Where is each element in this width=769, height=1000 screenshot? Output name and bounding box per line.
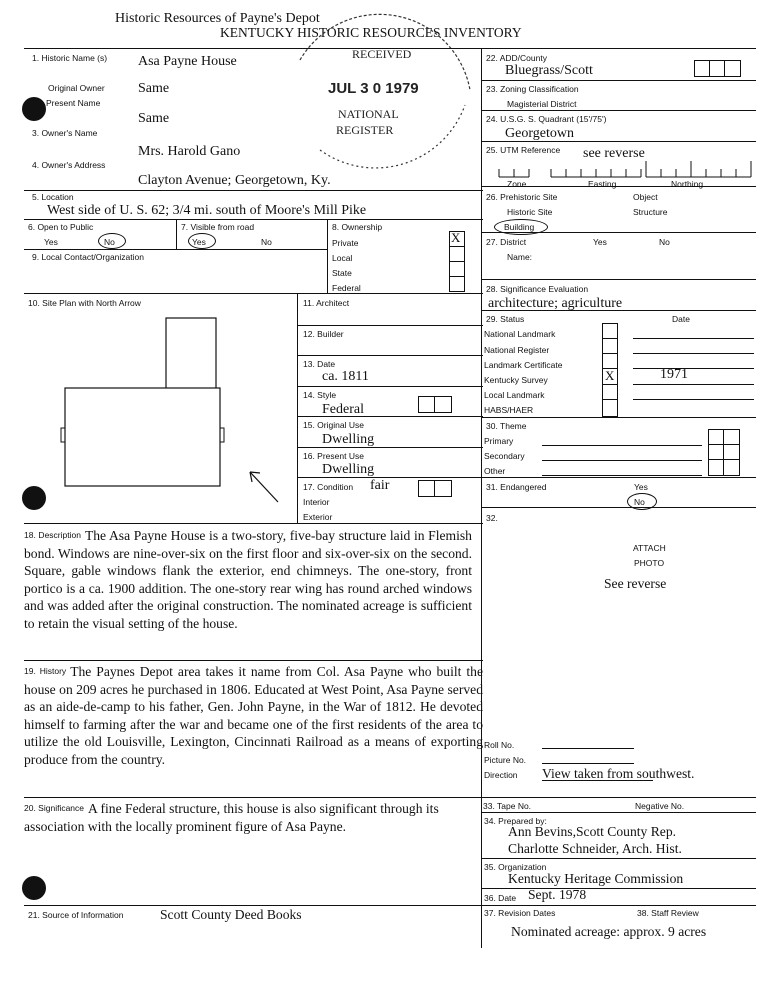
negative-label: Negative No. (635, 801, 685, 811)
direction-value: View taken from southwest. (542, 766, 695, 781)
utm-easting: Easting (588, 179, 617, 189)
original-owner-label: Original Owner (48, 83, 105, 93)
district-label: 27. District (486, 237, 527, 247)
ownership-private: Private (332, 238, 359, 248)
zoning-label: 23. Zoning Classification (486, 84, 579, 94)
prepared-line-1: Ann Bevins,Scott County Rep. (508, 824, 677, 839)
significance-label: 20. Significance (24, 803, 85, 813)
present-name-value: Same (138, 111, 170, 126)
theme-grid (708, 429, 740, 476)
utm-value: see reverse (583, 146, 645, 161)
original-use-value: Dwelling (322, 432, 375, 447)
local-contact-label: 9. Local Contact/Organization (32, 252, 144, 262)
add-county-value: Bluegrass/Scott (505, 63, 593, 78)
utm-label: 25. UTM Reference (486, 145, 561, 155)
direction-label: Direction (484, 770, 518, 780)
object-label: Object (633, 192, 658, 202)
attach-label: ATTACH (633, 543, 666, 553)
stamp-received: RECEIVED (352, 47, 412, 61)
status-national-landmark: National Landmark (484, 329, 556, 339)
photo-section-label: 32. (486, 513, 498, 523)
visible-no: No (261, 237, 272, 247)
picture-label: Picture No. (484, 755, 527, 765)
present-use-value: Dwelling (322, 462, 375, 477)
history-label: 19. History (24, 666, 67, 676)
architect-label: 11. Architect (303, 298, 350, 308)
source-label: 21. Source of Information (28, 910, 124, 920)
visible-yes: Yes (192, 237, 206, 247)
status-kentucky-survey: Kentucky Survey (484, 375, 548, 385)
history-section (24, 663, 483, 769)
magisterial-label: Magisterial District (507, 99, 577, 109)
description-text: The Asa Payne House is a two-story, five-bay structure laid in Flemish bond. Windows are nine-over-six on the first floor and six-over-six on the second. Square, gable windows flank the exterior, end chimneys. The one-story, front portico is a ca. 1900 addition. The one-story rear wing has round arched windows and was added after the original construction. The nominated acreage is sufficient to retain the visual setting of the house. (24, 528, 472, 631)
status-habs: HABS/HAER (484, 405, 534, 415)
stamp-register: REGISTER (336, 123, 394, 137)
significance-eval-value: architecture; agriculture (488, 296, 623, 311)
history-text: The Paynes Depot area takes it name from Col. Asa Payne who built the house on 209 acres he purchased in 1806. Educated at West Point, Asa Payne served as an aide-de-camp to his father, Gen. John Payne, in the War of 1812. He devoted himself to farming after the war and became one of the first residents of the area to utilize the old Louisville, Lexington, Cincinnati Railroad as a means of exporting produce from the country. (24, 664, 483, 767)
historic-site-label: Historic Site (507, 207, 553, 217)
project-title: Historic Resources of Payne's Depot (115, 11, 320, 26)
district-yes: Yes (593, 237, 607, 247)
structure-label: Structure (633, 207, 668, 217)
district-name-label: Name: (507, 252, 533, 262)
ownership-state: State (332, 268, 352, 278)
owners-address-value: Clayton Avenue; Georgetown, Ky. (138, 173, 331, 188)
staff-review-label: 38. Staff Review (637, 908, 699, 918)
ownership-local: Local (332, 253, 353, 263)
theme-primary: Primary (484, 436, 514, 446)
utm-northing: Northing (671, 179, 704, 189)
owners-name-label: 3. Owner's Name (32, 128, 98, 138)
present-name-label: Present Name (46, 98, 101, 108)
ownership-private-mark: X (451, 230, 461, 245)
theme-label: 30. Theme (486, 421, 527, 431)
status-label: 29. Status (486, 314, 525, 324)
add-county-boxes (694, 60, 741, 77)
source-value: Scott County Deed Books (160, 907, 302, 922)
status-national-register: National Register (484, 345, 550, 355)
site-plan-label: 10. Site Plan with North Arrow (28, 298, 141, 308)
building-label: Building (504, 222, 535, 232)
status-date-label: Date (672, 314, 690, 324)
present-use-label: 16. Present Use (303, 451, 364, 461)
open-to-public-label: 6. Open to Public (28, 222, 94, 232)
status-kentucky-mark: X (605, 368, 615, 383)
stamp-national: NATIONAL (338, 107, 399, 121)
date-label: 13. Date (303, 359, 336, 369)
condition-boxes (418, 480, 452, 497)
nominated-acreage: Nominated acreage: approx. 9 acres (511, 924, 707, 939)
condition-exterior: Exterior (303, 512, 333, 522)
usgs-label: 24. U.S.G. S. Quadrant (15'/75') (486, 114, 607, 124)
ownership-label: 8. Ownership (332, 222, 383, 232)
organization-label: 35. Organization (484, 862, 547, 872)
open-yes: Yes (44, 237, 58, 247)
revision-label: 37. Revision Dates (484, 908, 556, 918)
owners-address-label: 4. Owner's Address (32, 160, 106, 170)
description-label: 18. Description (24, 530, 81, 540)
endangered-yes: Yes (634, 482, 648, 492)
condition-interior: Interior (303, 497, 330, 507)
visible-label: 7. Visible from road (181, 222, 255, 232)
significance-text: A fine Federal structure, this house is also significant through its association with the locally prominent figure of Asa Payne. (24, 801, 439, 834)
status-landmark-cert: Landmark Certificate (484, 360, 563, 370)
photo-label: PHOTO (634, 558, 665, 568)
theme-secondary: Secondary (484, 451, 525, 461)
prepared-label: 34. Prepared by: (484, 816, 547, 826)
utm-zone: Zone (507, 179, 527, 189)
roll-label: Roll No. (484, 740, 515, 750)
condition-value: fair (370, 478, 390, 493)
ownership-federal: Federal (332, 283, 361, 293)
site-plan-drawing (40, 310, 300, 520)
endangered-label: 31. Endangered (486, 482, 547, 492)
builder-label: 12. Builder (303, 329, 344, 339)
condition-label: 17. Condition (303, 482, 354, 492)
prepared-line-2: Charlotte Schneider, Arch. Hist. (508, 841, 682, 856)
organization-value: Kentucky Heritage Commission (508, 871, 684, 886)
description-section (24, 527, 472, 633)
status-local-landmark: Local Landmark (484, 390, 545, 400)
date-value: ca. 1811 (322, 369, 369, 384)
location-label: 5. Location (32, 192, 74, 202)
style-boxes (418, 396, 452, 413)
status-kentucky-year: 1971 (660, 367, 688, 382)
historic-name-value: Asa Payne House (138, 54, 237, 69)
punch-hole (22, 876, 46, 900)
received-stamp (280, 0, 480, 170)
add-county-label: 22. ADD/County (486, 53, 547, 63)
date36-label: 36. Date (484, 893, 517, 903)
endangered-no: No (634, 497, 645, 507)
style-label: 14. Style (303, 390, 337, 400)
historic-name-label: 1. Historic Name (s) (32, 53, 108, 63)
inventory-title: KENTUCKY HISTORIC RESOURCES INVENTORY (220, 25, 522, 40)
style-value: Federal (322, 402, 364, 417)
date36-value: Sept. 1978 (528, 887, 587, 902)
open-no: No (104, 237, 115, 247)
tape-label: 33. Tape No. (483, 801, 532, 811)
prehistoric-label: 26. Prehistoric Site (486, 192, 558, 202)
significance-section (24, 800, 484, 835)
original-owner-value: Same (138, 81, 170, 96)
location-value: West side of U. S. 62; 3/4 mi. south of Moore's Mill Pike (47, 203, 367, 218)
stamp-date: JUL 3 0 1979 (328, 80, 419, 97)
punch-hole (22, 97, 46, 121)
district-no: No (659, 237, 670, 247)
photo-see-reverse: See reverse (604, 576, 667, 591)
usgs-value: Georgetown (505, 126, 574, 141)
original-use-label: 15. Original Use (303, 420, 364, 430)
owners-name-value: Mrs. Harold Gano (138, 144, 241, 159)
significance-eval-label: 28. Significance Evaluation (486, 284, 589, 294)
theme-other: Other (484, 466, 506, 476)
